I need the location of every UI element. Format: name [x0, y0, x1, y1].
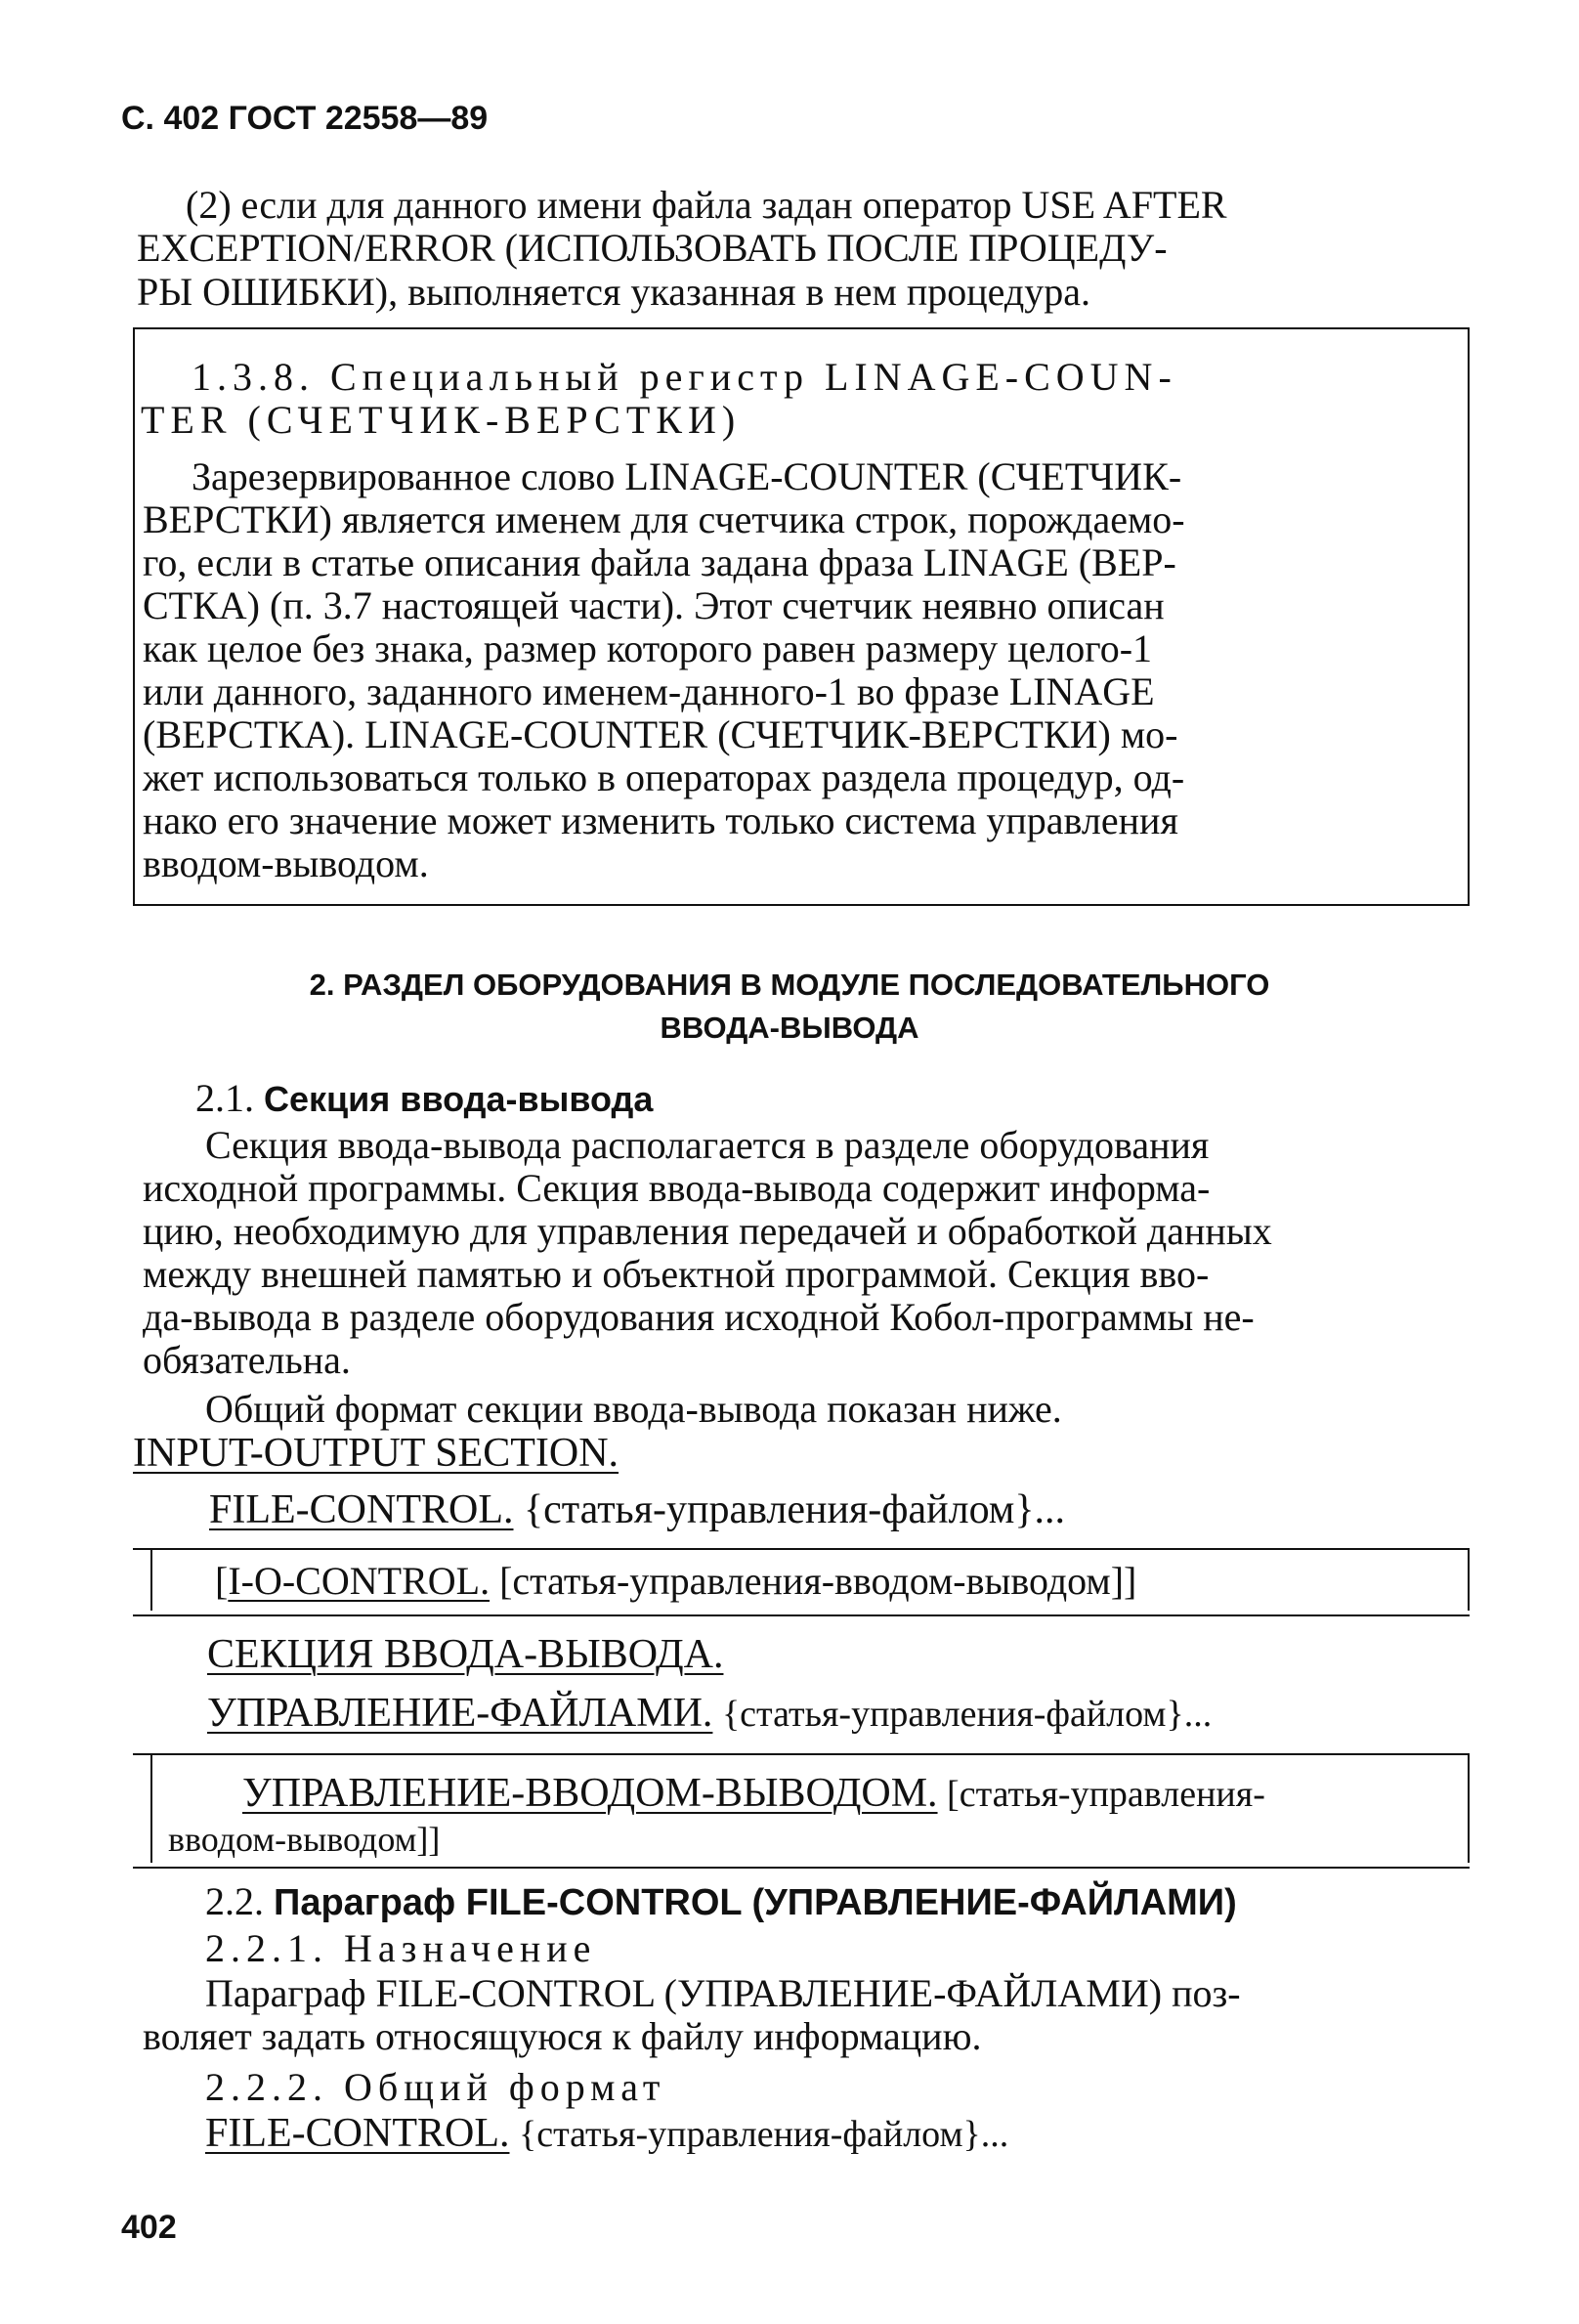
keyword-file-control-2: FILE-CONTROL. — [205, 2111, 510, 2156]
page-number: 402 — [121, 2209, 177, 2246]
box-title: TER (СЧЕТЧИК-ВЕРСТКИ) — [141, 398, 742, 442]
paragraph-line: да-вывода в разделе оборудования исходной Кобол-программы не- — [143, 1295, 1255, 1339]
box-text-line: как целое без знака, размер которого равен размеру целого-1 — [143, 626, 1153, 670]
top-paragraph-line: EXCEPTION/ERROR (ИСПОЛЬЗОВАТЬ ПОСЛЕ ПРОЦЕДУ- — [137, 226, 1168, 270]
paragraph-line: Секция ввода-вывода располагается в разделе оборудования — [205, 1123, 1210, 1167]
section-heading: ВВОДА-ВЫВОДА — [660, 1011, 919, 1045]
box-right-rule — [1468, 329, 1470, 904]
format-line-ru-section: СЕКЦИЯ ВВОДА-ВЫВОДА. — [207, 1632, 724, 1677]
subsection-number: 2.1. — [195, 1076, 254, 1120]
box2-left-rule — [150, 1550, 152, 1611]
box-text-line: или данного, заданного именем-данного-1 во фразе LINAGE — [143, 669, 1155, 713]
format-line-file-control: FILE-CONTROL. {статья-управления-файлом}... — [209, 1487, 1066, 1532]
box-text-line: СТКА) (п. 3.7 настоящей части). Этот счетчик неявно описан — [143, 583, 1165, 627]
box-text-line: нако его значение может изменить только система управления — [143, 798, 1178, 842]
format-line-ru-io-control-cont: вводом-выводом]] — [168, 1820, 441, 1859]
subsection-222: 2.2.2. Общий формат — [205, 2065, 666, 2109]
keyword-io-control: I-O-CONTROL. — [228, 1559, 491, 1603]
page-header: С. 402 ГОСТ 22558—89 — [121, 100, 489, 137]
box2-top-rule — [133, 1548, 1470, 1550]
keyword-ru-io-control: УПРАВЛЕНИЕ-ВВОДОМ-ВЫВОДОМ. — [242, 1771, 938, 1816]
top-paragraph-line: (2) если для данного имени файла задан оператор USE AFTER — [186, 183, 1227, 227]
box-top-rule — [133, 327, 1470, 329]
box3-left-rule — [150, 1755, 152, 1863]
subsection-221: 2.2.1. Назначение — [205, 1926, 597, 1970]
subsection-title: Секция ввода-вывода — [264, 1079, 654, 1119]
box3-right-rule — [1468, 1755, 1470, 1863]
keyword-file-control: FILE-CONTROL. — [209, 1487, 514, 1532]
box-title: 1.3.8. Специальный регистр LINAGE-COUN- — [192, 355, 1177, 399]
format-line-ru-io-control: УПРАВЛЕНИЕ-ВВОДОМ-ВЫВОДОМ. [статья-управления- — [242, 1771, 1265, 1816]
top-paragraph-line: РЫ ОШИБКИ), выполняется указанная в нем процедура. — [137, 270, 1090, 314]
keyword-ru-file-control: УПРАВЛЕНИЕ-ФАЙЛАМИ. — [207, 1691, 713, 1736]
box-text-line: (ВЕРСТКА). LINAGE-COUNTER (СЧЕТЧИК-ВЕРСТКИ) мо- — [143, 712, 1178, 756]
paragraph-line: цию, необходимую для управления передачей и обработкой данных — [143, 1209, 1272, 1253]
box-left-rule — [133, 329, 135, 904]
subsection-heading — [195, 1076, 654, 1120]
format-line-io-control: [I-O-CONTROL. [статья-управления-вводом-выводом]] — [215, 1559, 1137, 1603]
paragraph-line: между внешней памятью и объектной программой. Секция вво- — [143, 1252, 1210, 1296]
general-format-intro: Общий формат секции ввода-вывода показан ниже. — [205, 1387, 1062, 1431]
box-bottom-rule — [133, 904, 1470, 906]
paragraph-line: исходной программы. Секция ввода-вывода содержит информа- — [143, 1166, 1211, 1210]
box2-bottom-rule — [133, 1614, 1470, 1616]
subsection-22-heading: 2.2. Параграф FILE-CONTROL (УПРАВЛЕНИЕ-ФАЙЛАМИ) — [205, 1879, 1237, 1923]
box2-right-rule — [1468, 1550, 1470, 1611]
box-text-line: вводом-выводом. — [143, 841, 429, 885]
paragraph-line: обязательна. — [143, 1338, 351, 1382]
box3-bottom-rule — [133, 1867, 1470, 1869]
paragraph-line: воляет задать относящуюся к файлу информацию. — [143, 2014, 982, 2058]
box-text-line: жет использоваться только в операторах раздела процедур, од- — [143, 755, 1185, 799]
section-heading: 2. РАЗДЕЛ ОБОРУДОВАНИЯ В МОДУЛЕ ПОСЛЕДОВАТЕЛЬНОГО — [309, 968, 1270, 1002]
format-line-input-output: INPUT-OUTPUT SECTION. — [133, 1431, 619, 1476]
format-line-ru-file-control: УПРАВЛЕНИЕ-ФАЙЛАМИ. {статья-управления-файлом}... — [207, 1691, 1213, 1736]
paragraph-line: Параграф FILE-CONTROL (УПРАВЛЕНИЕ-ФАЙЛАМИ) поз- — [205, 1971, 1241, 2015]
format-line-file-control-2: FILE-CONTROL. {статья-управления-файлом}... — [205, 2111, 1009, 2156]
box3-top-rule — [133, 1753, 1470, 1755]
box-text-line: Зарезервированное слово LINAGE-COUNTER (СЧЕТЧИК- — [192, 454, 1182, 498]
box-text-line: ВЕРСТКИ) является именем для счетчика строк, порождаемо- — [143, 497, 1185, 541]
box-text-line: го, если в статье описания файла задана фраза LINAGE (ВЕР- — [143, 540, 1176, 584]
